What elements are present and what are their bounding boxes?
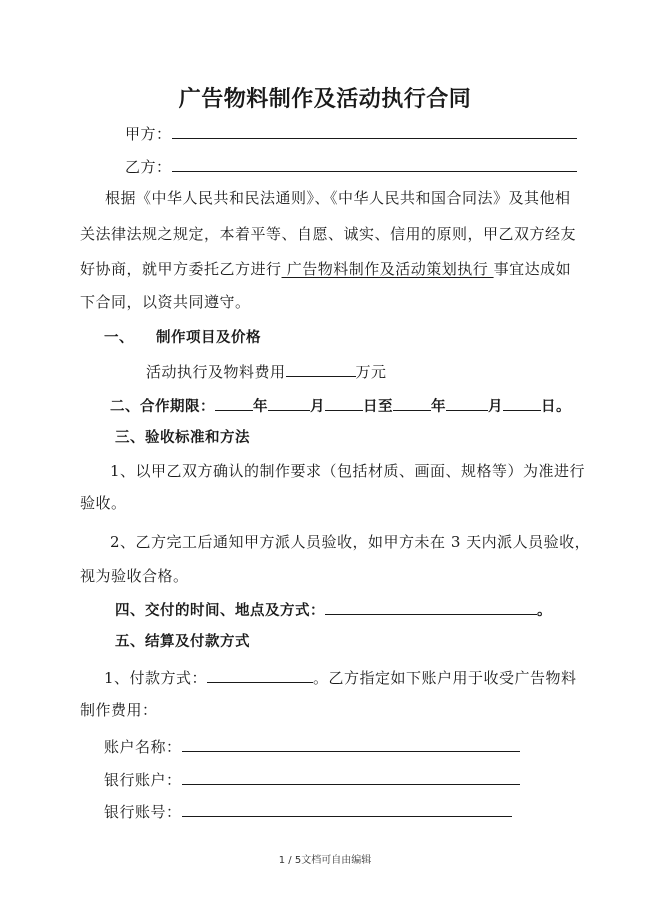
intro-line-1: 根据《中华人民共和民法通则》、《中华人民共和国合同法》及其他相: [105, 189, 571, 207]
start-month-label: 月: [310, 399, 325, 415]
party-b-blank[interactable]: [172, 155, 577, 172]
payment-line-2: 制作费用：: [80, 701, 158, 719]
section-1-item: [146, 360, 387, 382]
account-name-row: [104, 735, 520, 757]
delivery-blank[interactable]: [325, 598, 537, 615]
end-day-label: 日。: [541, 399, 571, 415]
payment-method-row: [104, 666, 577, 688]
fee-label: 活动执行及物料费用: [146, 363, 286, 381]
end-month-label: 月: [488, 399, 503, 415]
page-footer: 1 / 5文档可自由编辑: [278, 855, 372, 866]
bank-account-blank[interactable]: [182, 768, 520, 785]
bank-number-blank[interactable]: [182, 800, 512, 817]
start-month-blank[interactable]: [268, 394, 310, 411]
section-1-title: 制作项目及价格: [156, 330, 261, 346]
section-3-p1-line2: 验收。: [80, 494, 127, 512]
section-3-p2-line1: 2、乙方完工后通知甲方派人员验收，如甲方未在 3 天内派人员验收，: [110, 533, 591, 551]
end-month-blank[interactable]: [446, 394, 488, 411]
section-5-title: 五、结算及付款方式: [115, 634, 250, 650]
intro-line-3-pre: 好协商，就甲方委托乙方进行: [80, 260, 282, 278]
start-day-blank[interactable]: [325, 394, 363, 411]
party-b-row: [125, 155, 577, 177]
start-year-label: 年: [253, 399, 268, 415]
payment-method-post: 。乙方指定如下账户用于收受广告物料: [313, 669, 577, 687]
section-2-row: [110, 394, 571, 417]
section-4-title: 四、交付的时间、地点及方式：: [115, 603, 325, 619]
section-4-row: [115, 598, 552, 621]
payment-method-blank[interactable]: [207, 666, 313, 683]
section-1-heading: [104, 328, 261, 348]
fee-unit: 万元: [355, 363, 387, 381]
section-3-p1-line1: 1、以甲乙双方确认的制作要求（包括材质、画面、规格等）为准进行: [110, 462, 586, 480]
account-name-blank[interactable]: [182, 735, 520, 752]
end-day-blank[interactable]: [503, 394, 541, 411]
start-year-blank[interactable]: [215, 394, 253, 411]
section-4-end: 。: [537, 603, 552, 619]
project-name: 广告物料制作及活动策划执行: [281, 260, 494, 278]
section-2-title: 二、合作期限：: [110, 399, 215, 415]
intro-line-3-post: 事宜达成如: [493, 260, 572, 278]
intro-line-4: 下合同，以资共同遵守。: [80, 293, 251, 311]
end-year-label: 年: [431, 399, 446, 415]
bank-account-label: 银行账户：: [104, 771, 182, 789]
party-b-label: 乙方：: [125, 158, 172, 176]
party-a-label: 甲方：: [125, 125, 172, 143]
party-a-blank[interactable]: [172, 122, 577, 139]
bank-number-row: [104, 800, 512, 822]
start-day-label: 日至: [363, 399, 393, 415]
document-title: 广告物料制作及活动执行合同: [178, 87, 472, 112]
bank-account-row: [104, 768, 520, 790]
end-year-blank[interactable]: [393, 394, 431, 411]
fee-amount-blank[interactable]: [286, 360, 356, 377]
section-3-p2-line2: 视为验收合格。: [80, 567, 189, 585]
payment-method-label: 1、付款方式：: [104, 669, 208, 687]
bank-number-label: 银行账号：: [104, 803, 182, 821]
party-a-row: [125, 122, 577, 144]
section-1-number: 一、: [104, 330, 134, 346]
section-3-title: 三、验收标准和方法: [115, 430, 250, 446]
intro-line-3: [80, 259, 571, 279]
intro-line-2: 关法律法规之规定，本着平等、自愿、诚实、信用的原则，甲乙双方经友: [80, 225, 577, 243]
account-name-label: 账户名称：: [104, 738, 182, 756]
